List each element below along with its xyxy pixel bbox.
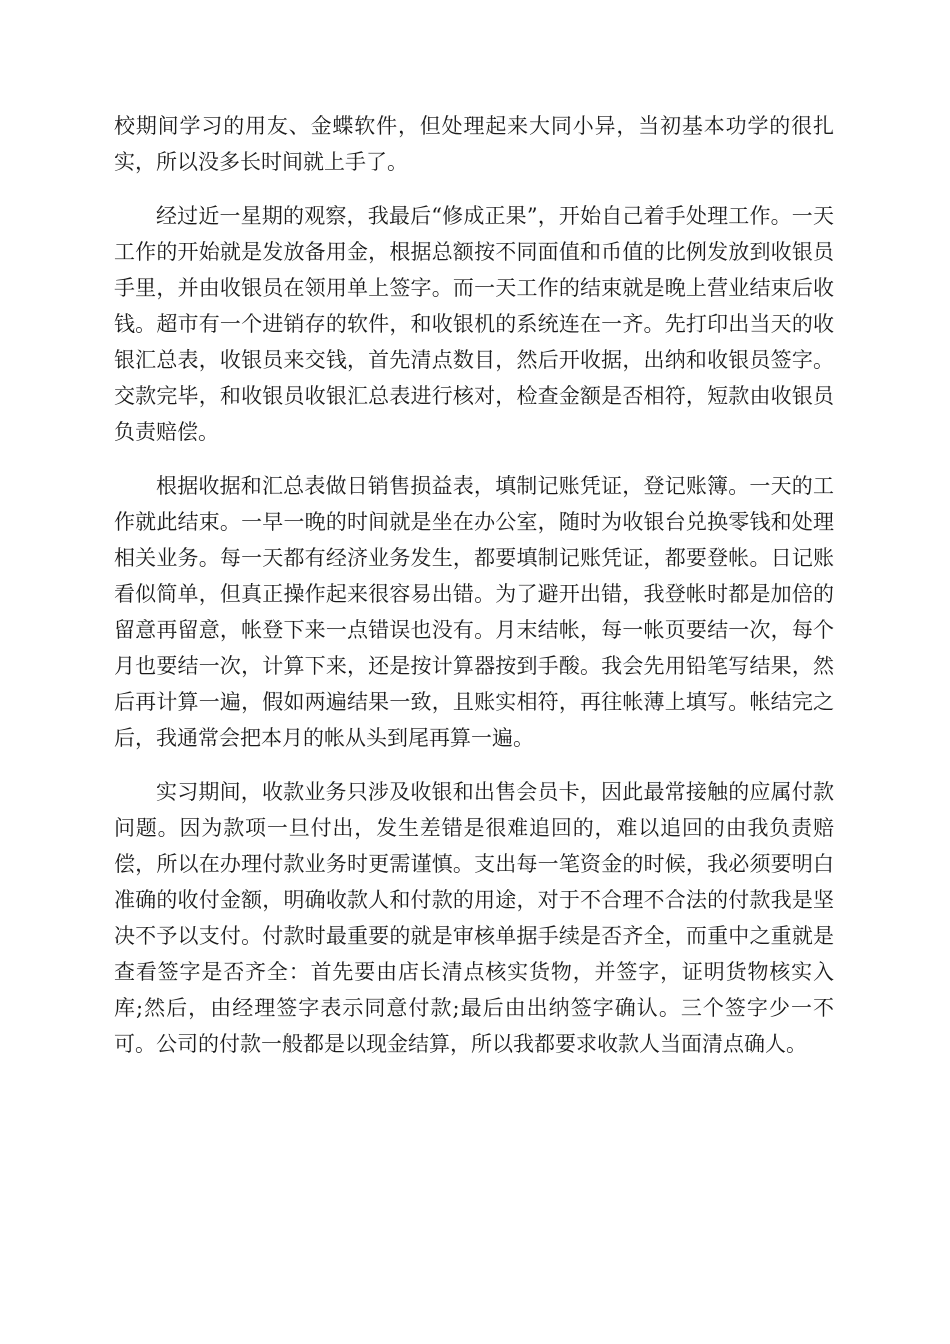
paragraph-3: 根据收据和汇总表做日销售损益表，填制记账凭证，登记账簿。一天的工作就此结束。一早一晚的时间就是坐在办公室，随时为收银台兑换零钱和处理相关业务。每一天都有经济业务发生，都要填制记账凭证，都要登帐。日记账看似简单，但真正操作起来很容易出错。为了避开出错，我登帐时都是加倍的留意再留意，帐登下来一点错误也没有。月末结帐，每一帐页要结一次，每个月也要结一次，计算下来，还是按计算器按到手酸。我会先用铅笔写结果，然后再计算一遍，假如两遍结果一致，且账实相符，再往帐薄上填写。帐结完之后，我通常会把本月的帐从头到尾再算一遍。 (114, 474, 834, 750)
paragraph-2: 经过近一星期的观察，我最后“修成正果”，开始自己着手处理工作。一天工作的开始就是发放备用金，根据总额按不同面值和币值的比例发放到收银员手里，并由收银员在领用单上签字。而一天工作的结束就是晚上营业结束后收钱。超市有一个进销存的软件，和收银机的系统连在一齐。先打印出当天的收银汇总表，收银员来交钱，首先清点数目，然后开收据，出纳和收银员签字。交款完毕，和收银员收银汇总表进行核对，检查金额是否相符，短款由收银员负责赔偿。 (114, 204, 834, 444)
paragraph-1: 校期间学习的用友、金蝶软件，但处理起来大同小异，当初基本功学的很扎实，所以没多长时间就上手了。 (114, 114, 834, 174)
document-page (114, 108, 834, 1080)
paragraph-4: 实习期间，收款业务只涉及收银和出售会员卡，因此最常接触的应属付款问题。因为款项一旦付出，发生差错是很难追回的，难以追回的由我负责赔偿，所以在办理付款业务时更需谨慎。支出每一笔资金的时候，我必须要明白准确的收付金额，明确收款人和付款的用途，对于不合理不合法的付款我是坚决不予以支付。付款时最重要的就是审核单据手续是否齐全，而重中之重就是查看签字是否齐全：首先要由店长清点核实货物，并签字，证明货物核实入库;然后，由经理签字表示同意付款;最后由出纳签字确认。三个签字少一不可。公司的付款一般都是以现金结算，所以我都要求收款人当面清点确人。 (114, 780, 834, 1056)
